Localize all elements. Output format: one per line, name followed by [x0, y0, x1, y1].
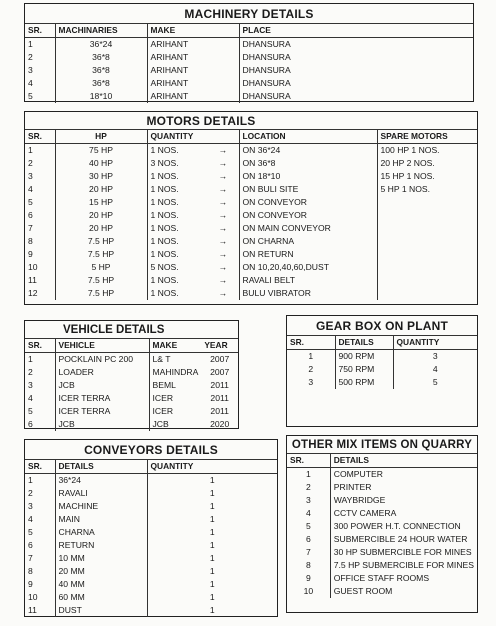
col-details: DETAILS: [55, 460, 147, 474]
col-make: MAKE: [147, 24, 239, 38]
table-row: [287, 546, 477, 559]
sr-cell: 3: [25, 170, 55, 183]
col-sr: SR.: [25, 339, 55, 353]
vehicle-title: VEHICLE DETAILS: [63, 324, 165, 336]
details-cell: MACHINE: [55, 500, 147, 513]
spare-motor-cell: 5 HP 1 NOS.: [380, 184, 431, 194]
vehicle-cell: ICER TERRA: [55, 405, 149, 418]
make-cell: ICER: [152, 406, 174, 416]
spare-motor-cell: [377, 196, 477, 209]
quantity-cell: 1: [209, 553, 215, 563]
sr-cell: 10: [25, 261, 55, 274]
location-cell: ON CONVEYOR: [239, 196, 377, 209]
col-spare-motors: SPARE MOTORS: [377, 130, 477, 144]
table-row: [25, 261, 477, 274]
sr-cell: 5: [305, 521, 311, 531]
arrow-icon: →: [207, 274, 239, 287]
details-cell: 300 POWER H.T. CONNECTION: [330, 520, 477, 533]
arrow-icon: →: [207, 235, 239, 248]
location-cell: ON BULI SITE: [239, 183, 377, 196]
make-cell: ARIHANT: [147, 90, 239, 103]
table-row: [25, 487, 277, 500]
quantity-cell: 1: [209, 527, 215, 537]
sr-cell: 1: [25, 38, 55, 52]
spare-motor-cell: [377, 248, 477, 261]
col-make: MAKE: [149, 339, 201, 353]
location-cell: RAVALI BELT: [239, 274, 377, 287]
details-cell: 10 MM: [55, 552, 147, 565]
details-cell: 30 HP SUBMERCIBLE FOR MINES: [330, 546, 477, 559]
details-cell: CHARNA: [55, 526, 147, 539]
table-row: [25, 274, 477, 287]
place-cell: DHANSURA: [242, 78, 291, 88]
make-cell: ARIHANT: [147, 64, 239, 77]
gearbox-section: [286, 315, 478, 427]
hp-cell: 7.5 HP: [55, 287, 147, 300]
col-vehicle: VEHICLE: [55, 339, 149, 353]
conveyors-title: CONVEYORS DETAILS: [84, 443, 218, 457]
table-row: [25, 287, 477, 300]
table-row: [25, 379, 238, 392]
quantity-cell: 1 NOS.: [150, 184, 179, 194]
year-cell: 2020: [210, 419, 230, 429]
conveyors-details-section: [24, 439, 278, 617]
table-row: [25, 222, 477, 235]
table-row: [25, 353, 238, 367]
table-row: [287, 572, 477, 585]
quantity-cell: 1: [209, 475, 215, 485]
sr-cell: 8: [25, 235, 55, 248]
quantity-cell: 1 NOS.: [150, 223, 179, 233]
table-row: [287, 350, 477, 364]
table-row: [25, 170, 477, 183]
hp-cell: 7.5 HP: [55, 235, 147, 248]
details-cell: RETURN: [55, 539, 147, 552]
table-row: [25, 578, 277, 591]
gearbox-title: GEAR BOX ON PLANT: [315, 319, 449, 333]
col-sr: SR.: [25, 130, 55, 144]
col-machinaries: MACHINARIES: [55, 24, 147, 38]
quantity-cell: 4: [432, 364, 438, 374]
sr-cell: 7: [305, 547, 311, 557]
hp-cell: 7.5 HP: [55, 248, 147, 261]
hp-cell: 30 HP: [55, 170, 147, 183]
quantity-cell: 1: [209, 592, 215, 602]
motors-table: [25, 129, 477, 300]
table-row: [25, 196, 477, 209]
hp-cell: 20 HP: [55, 209, 147, 222]
sr-cell: 4: [305, 508, 311, 518]
quantity-cell: 1 NOS.: [150, 288, 179, 298]
arrow-icon: →: [207, 144, 239, 158]
col-sr: SR.: [25, 460, 55, 474]
table-row: [25, 366, 238, 379]
make-cell: ARIHANT: [147, 77, 239, 90]
col-details: DETAILS: [335, 336, 393, 350]
details-cell: 36*24: [55, 474, 147, 488]
col-sr: SR.: [25, 24, 55, 38]
details-cell: RAVALI: [55, 487, 147, 500]
year-cell: 2011: [210, 393, 229, 403]
table-row: [25, 157, 477, 170]
table-row: [25, 183, 477, 196]
vehicle-cell: JCB: [55, 418, 149, 431]
sr-cell: 2: [25, 366, 55, 379]
details-cell: WAYBRIDGE: [330, 494, 477, 507]
quantity-cell: 3 NOS.: [150, 158, 179, 168]
table-row: [287, 585, 477, 598]
quantity-cell: 5 NOS.: [150, 262, 179, 272]
quantity-cell: 1: [209, 501, 215, 511]
sr-cell: 7: [25, 552, 55, 565]
sr-cell: 2: [25, 487, 55, 500]
place-cell: DHANSURA: [242, 65, 291, 75]
sr-cell: 6: [25, 209, 55, 222]
sr-cell: 9: [305, 573, 311, 583]
make-cell: BEML: [152, 380, 176, 390]
machine-cell: 36*8: [55, 51, 147, 64]
location-cell: ON MAIN CONVEYOR: [239, 222, 377, 235]
sr-cell: 1: [25, 353, 55, 367]
arrow-icon: →: [207, 170, 239, 183]
sr-cell: 11: [25, 274, 55, 287]
details-cell: PRINTER: [330, 481, 477, 494]
quantity-cell: 1 NOS.: [150, 236, 179, 246]
sr-cell: 2: [25, 51, 55, 64]
hp-cell: 20 HP: [55, 222, 147, 235]
quantity-cell: 1 NOS.: [150, 275, 179, 285]
location-cell: ON RETURN: [239, 248, 377, 261]
table-row: [25, 235, 477, 248]
location-cell: ON 36*8: [239, 157, 377, 170]
table-row: [25, 539, 277, 552]
vehicle-details-section: [24, 320, 239, 429]
place-cell: DHANSURA: [242, 91, 291, 101]
other-items-table: [287, 453, 477, 598]
machinery-title: MACHINERY DETAILS: [184, 7, 314, 21]
details-cell: OFFICE STAFF ROOMS: [330, 572, 477, 585]
make-cell: L& T: [152, 354, 171, 364]
sr-cell: 9: [25, 248, 55, 261]
conveyors-table: [25, 459, 277, 617]
table-row: [25, 526, 277, 539]
table-row: [287, 520, 477, 533]
details-cell: 750 RPM: [335, 363, 393, 376]
sr-cell: 3: [25, 64, 55, 77]
col-quantity: QUANTITY: [147, 460, 277, 474]
details-cell: 20 MM: [55, 565, 147, 578]
quantity-cell: 5: [432, 377, 438, 387]
sr-cell: 2: [25, 157, 55, 170]
sr-cell: 1: [25, 144, 55, 158]
other-items-section: [286, 435, 478, 613]
arrow-icon: →: [207, 261, 239, 274]
hp-cell: 15 HP: [55, 196, 147, 209]
col-place: PLACE: [239, 24, 473, 38]
location-cell: ON 10,20,40,60,DUST: [239, 261, 377, 274]
col-quantity: QUANTITY: [393, 336, 477, 350]
sr-cell: 4: [25, 77, 55, 90]
sr-cell: 2: [308, 364, 314, 374]
spare-motor-cell: 100 HP 1 NOS.: [380, 145, 440, 155]
col-location: LOCATION: [239, 130, 377, 144]
table-row: [287, 468, 477, 482]
gearbox-table: [287, 335, 477, 389]
location-cell: ON 18*10: [239, 170, 377, 183]
table-row: [25, 77, 473, 90]
sr-cell: 10: [25, 591, 55, 604]
table-row: [287, 507, 477, 520]
sr-cell: 8: [25, 565, 55, 578]
quantity-cell: 1 NOS.: [150, 145, 179, 155]
arrow-icon: →: [207, 157, 239, 170]
quantity-cell: 1: [209, 579, 215, 589]
table-row: [25, 591, 277, 604]
machine-cell: 18*10: [55, 90, 147, 103]
arrow-icon: →: [207, 209, 239, 222]
sr-cell: 5: [25, 90, 55, 103]
details-cell: MAIN: [55, 513, 147, 526]
table-row: [25, 474, 277, 488]
table-row: [25, 64, 473, 77]
location-cell: BULU VIBRATOR: [239, 287, 377, 300]
sr-cell: 4: [25, 183, 55, 196]
table-row: [25, 552, 277, 565]
quantity-cell: 1: [209, 514, 215, 524]
quantity-cell: 1: [209, 488, 215, 498]
vehicle-cell: ICER TERRA: [55, 392, 149, 405]
table-row: [25, 209, 477, 222]
details-cell: 7.5 HP SUBMERCIBLE FOR MINES: [330, 559, 477, 572]
location-cell: ON CHARNA: [239, 235, 377, 248]
spare-motor-cell: 15 HP 1 NOS.: [380, 171, 435, 181]
table-row: [25, 500, 277, 513]
make-cell: ARIHANT: [147, 51, 239, 64]
col-hp: HP: [55, 130, 147, 144]
table-row: [25, 51, 473, 64]
details-cell: 60 MM: [55, 591, 147, 604]
table-row: [287, 533, 477, 546]
details-cell: 900 RPM: [335, 350, 393, 364]
quantity-cell: 1 NOS.: [150, 210, 179, 220]
table-row: [25, 248, 477, 261]
machine-cell: 36*24: [55, 38, 147, 52]
spare-motor-cell: [377, 287, 477, 300]
place-cell: DHANSURA: [242, 52, 291, 62]
sr-cell: 2: [305, 482, 311, 492]
location-cell: ON CONVEYOR: [239, 209, 377, 222]
col-year: YEAR: [201, 339, 238, 353]
sr-cell: 1: [308, 351, 314, 361]
quantity-cell: 1 NOS.: [150, 249, 179, 259]
vehicle-cell: LOADER: [55, 366, 149, 379]
table-row: [25, 38, 473, 52]
year-cell: 2011: [210, 406, 229, 416]
details-cell: 500 RPM: [335, 376, 393, 389]
quantity-cell: 3: [432, 351, 438, 361]
sr-cell: 12: [25, 287, 55, 300]
spare-motor-cell: [377, 222, 477, 235]
arrow-icon: →: [207, 222, 239, 235]
machine-cell: 36*8: [55, 64, 147, 77]
table-row: [25, 604, 277, 617]
sr-cell: 7: [25, 222, 55, 235]
quantity-cell: 1: [209, 605, 215, 615]
vehicle-table: [25, 321, 238, 431]
sr-cell: 6: [25, 418, 55, 431]
spare-motor-cell: [377, 209, 477, 222]
sr-cell: 6: [25, 539, 55, 552]
table-row: [25, 90, 473, 103]
sr-cell: 3: [25, 379, 55, 392]
col-sr: SR.: [287, 336, 335, 350]
machinery-table: [25, 23, 473, 103]
sr-cell: 6: [305, 534, 311, 544]
spare-motor-cell: [377, 235, 477, 248]
quantity-cell: 1: [209, 566, 215, 576]
spare-motor-cell: [377, 261, 477, 274]
vehicle-cell: JCB: [55, 379, 149, 392]
motors-details-section: [24, 111, 478, 305]
details-cell: 40 MM: [55, 578, 147, 591]
table-row: [25, 144, 477, 158]
sr-cell: 1: [305, 469, 311, 479]
sr-cell: 4: [25, 513, 55, 526]
quantity-cell: 1 NOS.: [150, 197, 179, 207]
vehicle-cell: POCKLAIN PC 200: [55, 353, 149, 367]
sr-cell: 5: [25, 196, 55, 209]
col-details: DETAILS: [330, 454, 477, 468]
year-cell: 2007: [210, 354, 230, 364]
arrow-icon: →: [207, 248, 239, 261]
machinery-details-section: [24, 3, 474, 102]
make-cell: ARIHANT: [147, 38, 239, 52]
table-row: [25, 392, 238, 405]
sr-cell: 5: [25, 405, 55, 418]
spare-motor-cell: [377, 274, 477, 287]
hp-cell: 5 HP: [55, 261, 147, 274]
arrow-icon: →: [207, 287, 239, 300]
place-cell: DHANSURA: [242, 39, 291, 49]
sr-cell: 1: [25, 474, 55, 488]
table-row: [25, 513, 277, 526]
table-row: [25, 565, 277, 578]
hp-cell: 40 HP: [55, 157, 147, 170]
spare-motor-cell: 20 HP 2 NOS.: [380, 158, 435, 168]
motors-title: MOTORS DETAILS: [146, 114, 256, 128]
year-cell: 2011: [210, 380, 229, 390]
hp-cell: 7.5 HP: [55, 274, 147, 287]
make-cell: MAHINDRA: [152, 367, 199, 377]
sr-cell: 10: [303, 586, 314, 596]
make-cell: ICER: [152, 393, 174, 403]
quantity-cell: 1 NOS.: [150, 171, 179, 181]
sr-cell: 11: [25, 604, 55, 617]
hp-cell: 20 HP: [55, 183, 147, 196]
table-row: [287, 363, 477, 376]
quantity-cell: 1: [209, 540, 215, 550]
sr-cell: 3: [25, 500, 55, 513]
sr-cell: 3: [305, 495, 311, 505]
other-title: OTHER MIX ITEMS ON QUARRY: [291, 439, 473, 451]
table-row: [287, 376, 477, 389]
sr-cell: 4: [25, 392, 55, 405]
year-cell: 2007: [210, 367, 230, 377]
machine-cell: 36*8: [55, 77, 147, 90]
arrow-icon: →: [207, 196, 239, 209]
sr-cell: 8: [305, 560, 311, 570]
sr-cell: 3: [308, 377, 314, 387]
hp-cell: 75 HP: [55, 144, 147, 158]
arrow-icon: →: [207, 183, 239, 196]
sr-cell: 5: [25, 526, 55, 539]
table-row: [287, 481, 477, 494]
details-cell: DUST: [55, 604, 147, 617]
table-row: [287, 559, 477, 572]
location-cell: ON 36*24: [239, 144, 377, 158]
details-cell: SUBMERCIBLE 24 HOUR WATER: [330, 533, 477, 546]
details-cell: GUEST ROOM: [330, 585, 477, 598]
details-cell: CCTV CAMERA: [330, 507, 477, 520]
table-row: [287, 494, 477, 507]
table-row: [25, 405, 238, 418]
make-cell: JCB: [152, 419, 169, 429]
sr-cell: 9: [25, 578, 55, 591]
table-row: [25, 418, 238, 431]
col-sr: SR.: [287, 454, 330, 468]
details-cell: COMPUTER: [330, 468, 477, 482]
col-quantity: QUANTITY: [147, 130, 239, 144]
